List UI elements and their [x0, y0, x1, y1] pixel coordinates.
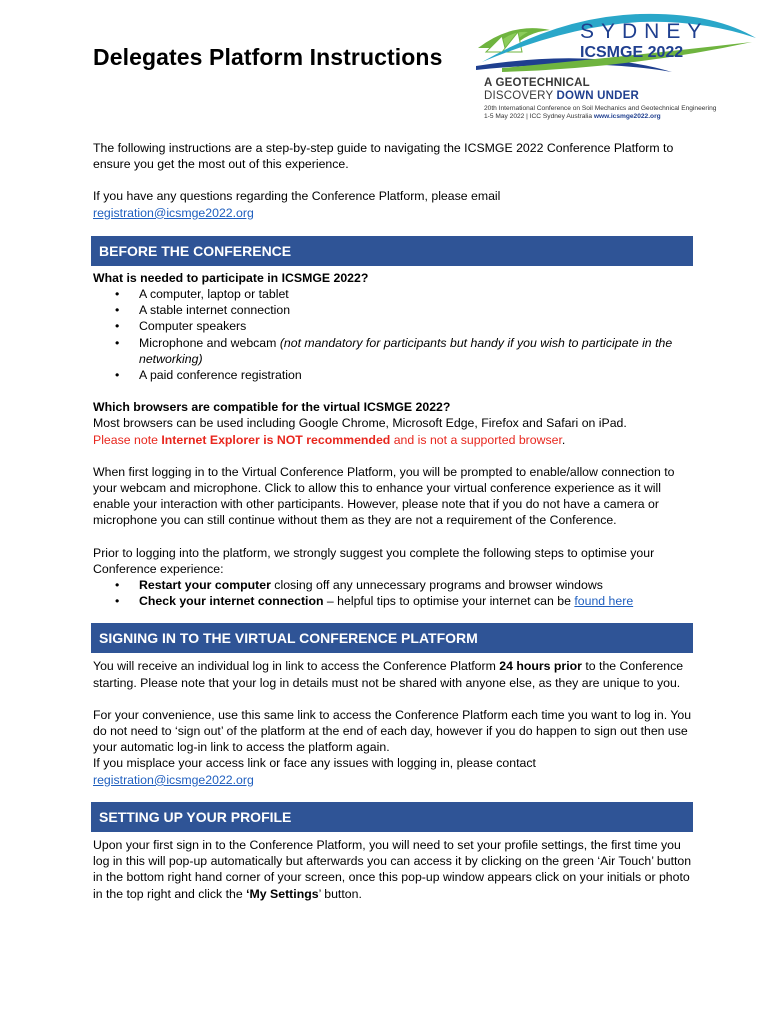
logo-tagline-1: A GEOTECHNICAL: [484, 77, 590, 89]
list-item: • Computer speakers: [139, 318, 693, 334]
list-item: • Check your internet connection – helpful tips to optimise your internet can be found here: [139, 593, 693, 609]
signing-paragraph-3: If you misplace your access link or face any issues with logging in, please contact: [93, 756, 536, 771]
page-title: Delegates Platform Instructions: [93, 44, 443, 70]
logo-date-line: 1-5 May 2022 | ICC Sydney Australia www.icsmge2022.org: [484, 113, 661, 120]
profile-paragraph: Upon your first sign in to the Conference Platform, you will need to set your profile settings, the first time you log in this will pop-up automatically but afterwards you can access it by clicking on the green ‘Air Touch’ button in the bottom right hand corner of your screen, once this pop-up window appears click on your initials or photo in the top right and click the ‘My Settings’ button.: [93, 837, 692, 901]
logo-conference-line: 20th International Conference on Soil Mechanics and Geotechnical Engineering: [484, 105, 717, 112]
found-here-link[interactable]: found here: [574, 594, 634, 609]
logo-city: SYDNEY: [580, 20, 709, 43]
intro-paragraph: The following instructions are a step-by-step guide to navigating the ICSMGE 2022 Conference Platform to ensure you get the most out of this experience.: [93, 141, 674, 172]
prior-steps-list: [93, 577, 693, 609]
section-heading-signing-in: SIGNING IN TO THE VIRTUAL CONFERENCE PLATFORM: [91, 623, 693, 653]
section-heading-profile: SETTING UP YOUR PROFILE: [91, 802, 693, 832]
document-body: [93, 140, 693, 902]
conference-logo: [472, 8, 762, 120]
question-browsers: Which browsers are compatible for the virtual ICSMGE 2022?: [93, 400, 451, 415]
signing-paragraph-1: You will receive an individual log in link to access the Conference Platform 24 hours prior to the Conference starting. Please note that your log in details must not be shared with anyone else, as they are unique to you.: [93, 659, 684, 690]
list-item: • A stable internet connection: [139, 302, 693, 318]
signing-paragraph-2: For your convenience, use this same link to access the Conference Platform each time you want to log in. You do not need to ‘sign out’ of the platform at the end of each day, however if you do happen to sign out then use your automatic log-in link to access the platform again.: [93, 707, 692, 755]
question-requirements: What is needed to participate in ICSMGE 2022?: [93, 270, 369, 285]
registration-email-link[interactable]: registration@icsmge2022.org: [93, 205, 254, 220]
registration-email-link[interactable]: registration@icsmge2022.org: [93, 772, 254, 787]
list-item: • A computer, laptop or tablet: [139, 286, 693, 302]
requirements-list: [93, 286, 693, 383]
list-item: • Microphone and webcam (not mandatory for participants but handy if you wish to participate in the networking): [139, 335, 693, 367]
browsers-paragraph: Most browsers can be used including Google Chrome, Microsoft Edge, Firefox and Safari on iPad.: [93, 416, 627, 431]
prior-steps-paragraph: Prior to logging into the platform, we strongly suggest you complete the following steps to optimise your Conference experience:: [93, 545, 655, 576]
list-item: • Restart your computer closing off any unnecessary programs and browser windows: [139, 577, 693, 593]
list-item: • A paid conference registration: [139, 367, 693, 383]
logo-tagline-2: DISCOVERY DOWN UNDER: [484, 90, 640, 102]
logo-event: ICSMGE 2022: [580, 44, 684, 61]
webcam-paragraph: When first logging in to the Virtual Conference Platform, you will be prompted to enable/allow connection to your webcam and microphone. Click to allow this to enhance your virtual conference experience as it will enable your interaction with other participants. However, please note that if you do not have a camera or microphone you can still continue without them as they are not a requirement of the Conference.: [93, 464, 675, 528]
section-heading-before: BEFORE THE CONFERENCE: [91, 236, 693, 266]
browser-warning: Please note Internet Explorer is NOT recommended and is not a supported browser.: [93, 432, 566, 447]
intro-email-paragraph: If you have any questions regarding the Conference Platform, please email: [93, 189, 501, 204]
